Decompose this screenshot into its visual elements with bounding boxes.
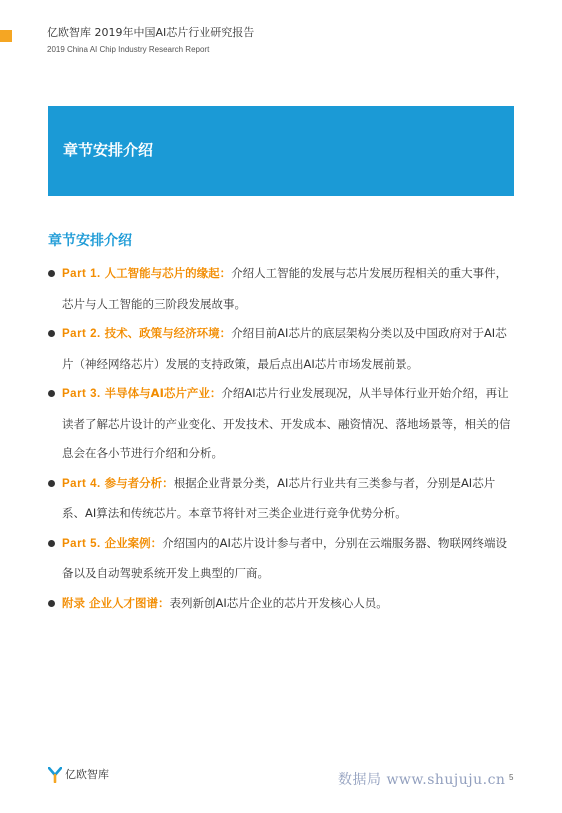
- chapter-banner: [48, 106, 514, 196]
- list-item: [48, 319, 518, 379]
- item-lead: [62, 266, 231, 280]
- list-item: [48, 529, 518, 589]
- bullet-icon: [48, 600, 55, 607]
- item-lead: [62, 536, 162, 550]
- item-text: 表列新创AI芯片企业的芯片开发核心人员。: [169, 595, 388, 610]
- list-item: [48, 469, 518, 529]
- list-item: [48, 259, 518, 319]
- item-heading: 企业案例：: [100, 535, 163, 550]
- report-header-subtitle: 2019 China AI Chip Industry Research Report: [47, 45, 210, 54]
- report-header-title: 亿欧智库 2019年中国AI芯片行业研究报告: [47, 26, 255, 39]
- footer-logo-text: 亿欧智库: [65, 768, 109, 781]
- item-lead: [62, 386, 221, 400]
- bullet-icon: [48, 480, 55, 487]
- item-text: 介绍人工智能的发展与芯片发展历程相关的重大事件，芯片与人工智能的三阶段发展故事。: [62, 266, 508, 311]
- bullet-icon: [48, 540, 55, 547]
- bullet-icon: [48, 390, 55, 397]
- item-part-number: Part 2.: [62, 328, 101, 340]
- item-part-number: Part 5.: [62, 537, 101, 550]
- bullet-icon: [48, 270, 55, 277]
- item-text: 介绍国内的AI芯片设计参与者中，分别在云端服务器、物联网终端设备以及自动驾驶系统开发上典型的厂商。: [62, 535, 507, 580]
- page-number: 5: [509, 773, 514, 782]
- item-lead: [62, 476, 174, 490]
- item-heading: 参与者分析：: [100, 475, 174, 490]
- item-heading: 半导体与AI芯片产业：: [100, 386, 222, 400]
- list-item: [48, 379, 518, 469]
- watermark: 数据局 www.shujuju.cn: [338, 772, 506, 788]
- item-heading: 附录 企业人才图谱：: [62, 595, 170, 610]
- item-heading: 人工智能与芯片的缘起：: [100, 266, 232, 280]
- item-part-number: Part 4.: [62, 477, 101, 490]
- bullet-icon: [48, 330, 55, 337]
- section-title: 章节安排介绍: [48, 233, 132, 249]
- banner-title: 章节安排介绍: [63, 141, 154, 159]
- item-lead: [62, 596, 170, 610]
- item-lead: [62, 326, 231, 340]
- item-text: 介绍目前AI芯片的底层架构分类以及中国政府对于AI芯片（神经网络芯片）发展的支持政策，最后点出AI芯片市场发展前景。: [62, 326, 507, 371]
- item-text: 介绍AI芯片行业发展现况，从半导体行业开始介绍，再让读者了解芯片设计的产业变化、开发技术、开发成本、融资情况、落地场景等，相关的信息会在各小节进行介绍和分析。: [62, 386, 511, 460]
- list-item: [48, 589, 518, 620]
- footer-logo: [48, 766, 109, 784]
- item-part-number: Part 3.: [62, 388, 101, 400]
- item-text: 根据企业背景分类，AI芯片行业共有三类参与者，分别是AI芯片系、AI算法和传统芯片。本章节将针对三类企业进行竞争优势分析。: [62, 475, 496, 520]
- header-accent-bar: [0, 30, 12, 42]
- item-part-number: Part 1.: [62, 268, 101, 280]
- item-heading: 技术、政策与经济环境：: [100, 326, 232, 340]
- logo-icon: [48, 767, 62, 783]
- chapter-list: [48, 259, 518, 619]
